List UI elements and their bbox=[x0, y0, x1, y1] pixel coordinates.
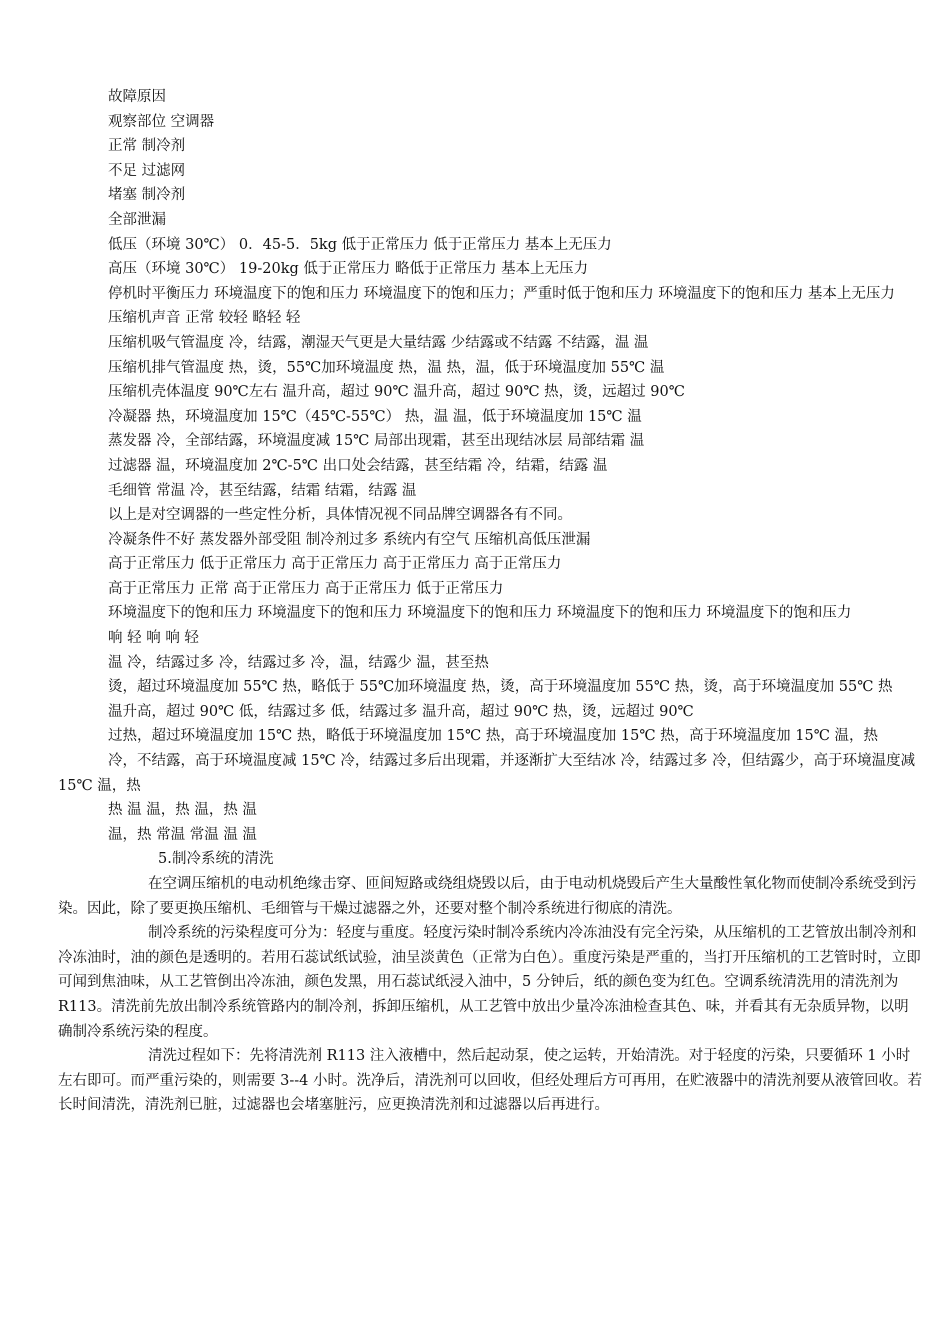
text-line: 全部泄漏 bbox=[108, 211, 166, 228]
paragraph: 制冷系统的污染程度可分为：轻度与重度。轻度污染时制冷系统内冷冻油没有完全污染，从压缩机的工艺管放出制冷剂和冷冻油时，油的颜色是透明的。若用石蕊试纸试验，油呈淡黄色（正常为白色）。重度污染是严重的，当打开压缩机的工艺管时时，立即可闻到焦油味，从工艺管倒出冷冻油，颜色发黑，用石蕊试纸浸入油中，5 分钟后，纸的颜色变为红色。空调系统清洗用的清洗剂为 R113。清洗前先放出制冷系统管路内的制冷剂，拆卸压缩机，从工艺管中放出少量冷冻油检查其色、味，并看其有无杂质异物，以明确制冷系统污染的程度。 bbox=[58, 925, 921, 1040]
text-line: 毛细管 常温 冷，甚至结露，结霜 结霜，结露 温 bbox=[108, 482, 417, 499]
text-line: 堵塞 制冷剂 bbox=[108, 187, 186, 204]
paragraph: 清洗过程如下：先将清洗剂 R113 注入液槽中，然后起动泵，使之运转，开始清洗。对于轻度的污染，只要循环 1 小时左右即可。而严重污染的，则需要 3--4 小时。洗净后，清洗剂可以回收，但经处理后方可再用，在贮液器中的清洗剂要从液管回收。若长时间清洗，清洗剂已脏，过滤器也会堵塞脏污，应更换清洗剂和过滤器以后再进行。 bbox=[58, 1048, 922, 1114]
text-line: 蒸发器 冷，全部结露，环境温度减 15℃ 局部出现霜，甚至出现结冰层 局部结霜 温 bbox=[108, 433, 645, 450]
text-line: 高于正常压力 低于正常压力 高于正常压力 高于正常压力 高于正常压力 bbox=[108, 556, 562, 573]
text-line: 冷凝器 热，环境温度加 15℃（45℃-55℃） 热，温 温，低于环境温度加 15℃ 温 bbox=[108, 408, 642, 425]
document-page bbox=[58, 85, 922, 1118]
text-line: 高压（环境 30℃） 19-20kg 低于正常压力 略低于正常压力 基本上无压力 bbox=[108, 261, 589, 278]
text-line: 温，热 常温 常温 温 温 bbox=[108, 826, 257, 843]
section-number: 5. bbox=[158, 851, 172, 868]
text-line: 环境温度下的饱和压力 环境温度下的饱和压力 环境温度下的饱和压力 环境温度下的饱和压力 环境温度下的饱和压力 bbox=[108, 605, 852, 622]
text-line: 压缩机声音 正常 较轻 略轻 轻 bbox=[108, 310, 301, 327]
text-line: 观察部位 空调器 bbox=[108, 113, 215, 130]
text-line: 冷凝条件不好 蒸发器外部受阻 制冷剂过多 系统内有空气 压缩机高低压泄漏 bbox=[108, 531, 591, 548]
text-line: 压缩机排气管温度 热，烫，55℃加环境温度 热，温 热，温，低于环境温度加 55℃ 温 bbox=[108, 359, 665, 376]
text-line: 高于正常压力 正常 高于正常压力 高于正常压力 低于正常压力 bbox=[108, 580, 504, 597]
text-line: 停机时平衡压力 环境温度下的饱和压力 环境温度下的饱和压力；严重时低于饱和压力 环境温度下的饱和压力 基本上无压力 bbox=[108, 285, 895, 302]
text-line: 正常 制冷剂 bbox=[108, 138, 186, 155]
text-line: 烫，超过环境温度加 55℃ 热，略低于 55℃加环境温度 热，烫，高于环境温度加 55℃ 热，烫，高于环境温度加 55℃ 热 bbox=[108, 679, 893, 696]
text-line: 热 温 温，热 温，热 温 bbox=[108, 802, 257, 819]
text-line: 温 冷，结露过多 冷，结露过多 冷，温，结露少 温，甚至热 bbox=[108, 654, 489, 671]
text-line: 不足 过滤网 bbox=[108, 162, 186, 179]
text-line: 压缩机吸气管温度 冷，结露，潮湿天气更是大量结露 少结露或不结露 不结露，温 温 bbox=[108, 334, 649, 351]
text-line: 过滤器 温，环境温度加 2℃-5℃ 出口处会结露，甚至结霜 冷，结霜，结露 温 bbox=[108, 457, 608, 474]
section-heading bbox=[58, 847, 922, 872]
text-line: 低压（环境 30℃） 0．45-5．5kg 低于正常压力 低于正常压力 基本上无压力 bbox=[108, 236, 612, 253]
paragraph: 在空调压缩机的电动机绝缘击穿、匝间短路或绕组烧毁以后，由于电动机烧毁后产生大量酸性氧化物而使制冷系统受到污染。因此，除了要更换压缩机、毛细管与干燥过滤器之外，还要对整个制冷系统进行彻底的清洗。 bbox=[58, 876, 917, 917]
text-line: 冷，不结露，高于环境温度减 15℃ 冷，结露过多后出现霜，并逐渐扩大至结冰 冷，结露过多 冷，但结露少，高于环境温度减 15℃ 温，热 bbox=[58, 753, 916, 794]
text-line: 响 轻 响 响 轻 bbox=[108, 630, 199, 647]
text-line: 以上是对空调器的一些定性分析，具体情况视不同品牌空调器各有不同。 bbox=[108, 507, 572, 524]
text-line: 故障原因 bbox=[108, 89, 166, 105]
text-line: 压缩机壳体温度 90℃左右 温升高，超过 90℃ 温升高，超过 90℃ 热，烫，远超过 90℃ bbox=[108, 384, 685, 401]
text-line: 温升高，超过 90℃ 低，结露过多 低，结露过多 温升高，超过 90℃ 热，烫，远超过 90℃ bbox=[108, 703, 694, 720]
section-title: 制冷系统的清洗 bbox=[172, 851, 274, 868]
text-line: 过热，超过环境温度加 15℃ 热，略低于环境温度加 15℃ 热，高于环境温度加 15℃ 热，高于环境温度加 15℃ 温，热 bbox=[108, 728, 879, 745]
